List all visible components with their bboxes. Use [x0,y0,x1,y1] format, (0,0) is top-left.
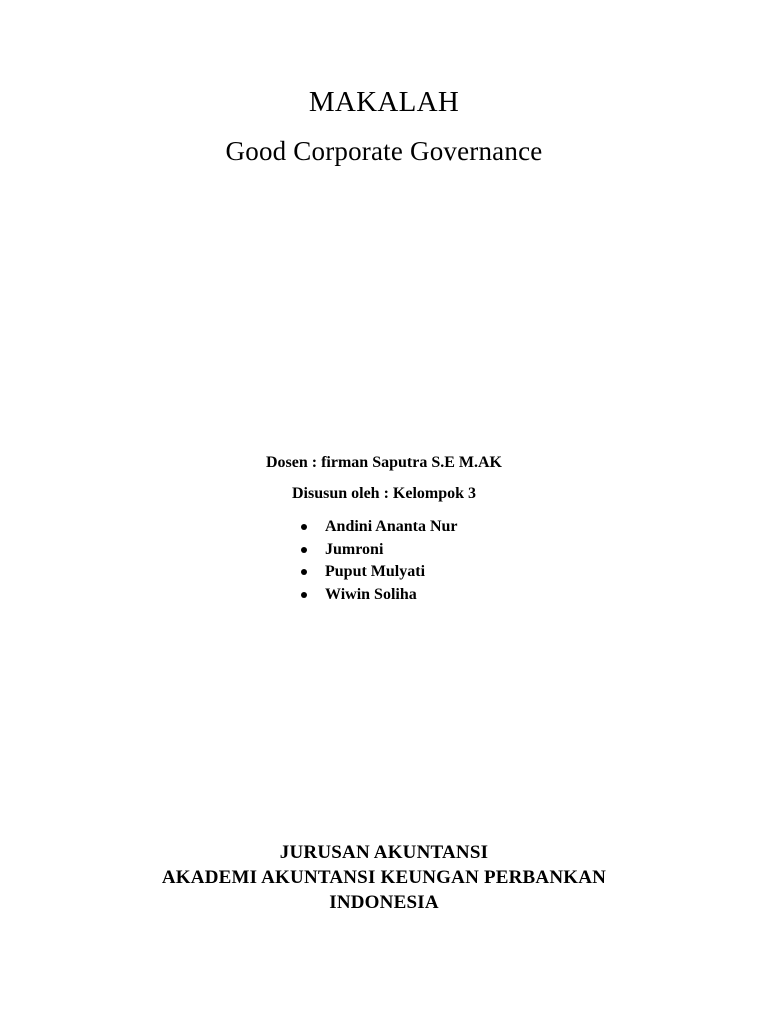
document-title: MAKALAH [308,86,460,118]
bullet-icon [301,592,307,598]
list-item [296,561,458,584]
composed-by-line: Disusun oleh : Kelompok 3 [291,485,477,502]
lecturer-line: Dosen : firman Saputra S.E M.AK [265,454,502,471]
list-item [296,539,458,562]
member-name: Andini Ananta Nur [325,518,458,535]
bullet-icon [301,524,307,530]
bullet-icon [301,569,307,575]
list-item [296,584,458,607]
bullet-icon [301,547,307,553]
document-subtitle: Good Corporate Governance [225,136,543,166]
department-name: JURUSAN AKUNTANSI [279,842,489,863]
list-item [296,516,458,539]
academy-name: AKADEMI AKUNTANSI KEUNGAN PERBANKAN [161,867,607,888]
member-list [296,516,458,606]
member-name: Wiwin Soliha [325,585,417,603]
member-name: Puput Mulyati [325,563,426,580]
country-name: INDONESIA [329,892,439,913]
member-name: Jumroni [325,540,384,558]
